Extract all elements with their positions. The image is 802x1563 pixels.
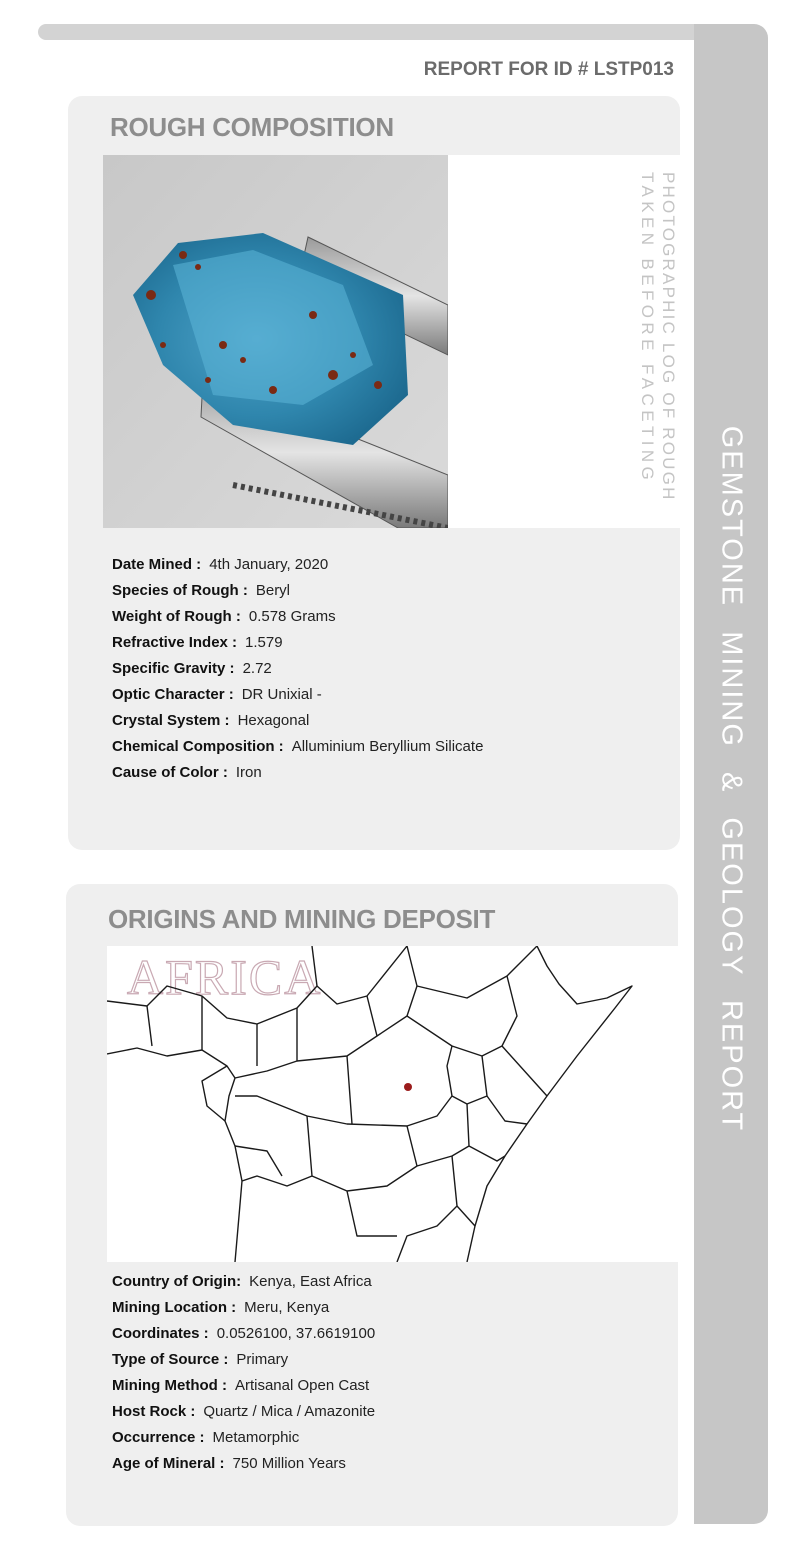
africa-map [107, 946, 678, 1262]
detail-species: Species of Rough : Beryl [112, 582, 291, 599]
side-title: GEMSTONE MINING & GEOLOGY REPORT [715, 425, 748, 1133]
detail-age-of-mineral: Age of Mineral : 750 Million Years [112, 1455, 346, 1472]
detail-occurrence: Occurrence : Metamorphic [112, 1429, 300, 1446]
origin-details-list [112, 1273, 375, 1481]
detail-weight: Weight of Rough : 0.578 Grams [112, 608, 336, 625]
detail-specific-gravity: Specific Gravity : 2.72 [112, 660, 272, 677]
photo-caption-line1: PHOTOGRAPHIC LOG OF ROUGH [659, 172, 678, 502]
detail-type-of-source: Type of Source : Primary [112, 1351, 289, 1368]
detail-host-rock: Host Rock : Quartz / Mica / Amazonite [112, 1403, 376, 1420]
rough-details-list [112, 556, 483, 790]
rough-photo-area [103, 155, 680, 528]
detail-country: Country of Origin: Kenya, East Africa [112, 1273, 372, 1290]
detail-date-mined: Date Mined : 4th January, 2020 [112, 556, 329, 573]
detail-chemical-composition: Chemical Composition : Alluminium Beryllium Silicate [112, 738, 484, 755]
detail-crystal-system: Crystal System : Hexagonal [112, 712, 310, 729]
mine-location-marker [404, 1083, 412, 1091]
photo-caption [635, 172, 683, 512]
top-bar [38, 24, 754, 40]
detail-cause-of-color: Cause of Color : Iron [112, 764, 262, 781]
map-label: AFRICA [127, 949, 323, 1005]
detail-mining-location: Mining Location : Meru, Kenya [112, 1299, 330, 1316]
rough-composition-title: ROUGH COMPOSITION [110, 112, 394, 142]
detail-refractive-index: Refractive Index : 1.579 [112, 634, 283, 651]
gemstone-rough-photo [103, 155, 448, 528]
detail-mining-method: Mining Method : Artisanal Open Cast [112, 1377, 370, 1394]
side-title-container [694, 24, 768, 1524]
detail-coordinates: Coordinates : 0.0526100, 37.6619100 [112, 1325, 376, 1342]
report-id: REPORT FOR ID # LSTP013 [423, 59, 674, 80]
africa-map-drawing [107, 946, 678, 1262]
photo-caption-line2: TAKEN BEFORE FACETING [638, 172, 657, 485]
origins-title: ORIGINS AND MINING DEPOSIT [108, 904, 496, 934]
detail-optic-character: Optic Character : DR Unixial - [112, 686, 322, 703]
